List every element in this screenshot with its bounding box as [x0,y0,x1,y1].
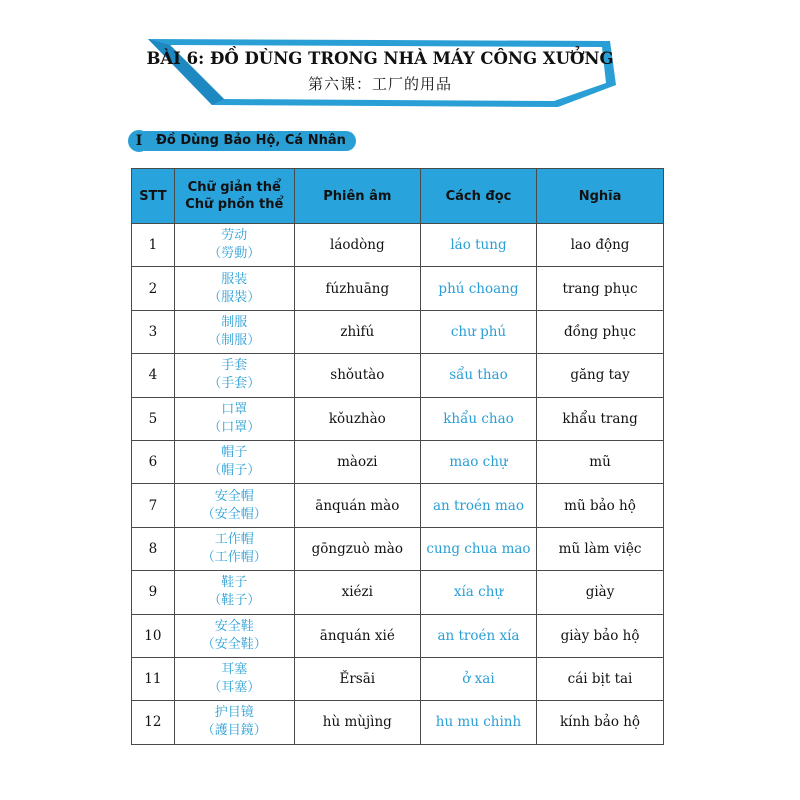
cell-pronunciation: an troén xía [420,614,536,657]
cell-pinyin: ānquán xié [294,614,420,657]
cell-pronunciation: mao chự [420,440,536,483]
simplified-text: 耳塞 [221,662,248,678]
cell-meaning: lao động [537,224,664,267]
cell-pinyin: màozi [294,440,420,483]
cell-stt: 11 [132,657,175,700]
section-heading [128,130,356,152]
header-stt: STT [132,169,175,224]
header-meaning: Nghĩa [537,169,664,224]
header-characters [174,169,294,224]
table-row [132,354,664,397]
simplified-text: 安全帽 [214,488,254,504]
cell-characters [174,354,294,397]
header-traditional: Chữ phồn thể [185,197,284,212]
cell-pinyin: Ěrsāi [294,657,420,700]
cell-pronunciation: láo tung [420,224,536,267]
cell-pronunciation: sẩu thao [420,354,536,397]
table-row [132,484,664,527]
table-row [132,614,664,657]
table-row [132,440,664,483]
traditional-text: （鞋子） [208,593,261,609]
cell-meaning: giày [537,571,664,614]
cell-stt: 2 [132,267,175,310]
vocabulary-table [131,168,664,745]
table-row [132,657,664,700]
cell-meaning: đồng phục [537,310,664,353]
cell-pronunciation: cung chua mao [420,527,536,570]
table-row [132,310,664,353]
cell-pinyin: xiézi [294,571,420,614]
table-row [132,701,664,744]
cell-stt: 8 [132,527,175,570]
traditional-text: （帽子） [208,463,261,479]
traditional-text: （手套） [208,376,261,392]
cell-pinyin: zhìfú [294,310,420,353]
cell-meaning: mũ làm việc [537,527,664,570]
cell-stt: 9 [132,571,175,614]
traditional-text: （口罩） [208,419,261,435]
cell-characters [174,224,294,267]
simplified-text: 安全鞋 [214,618,254,634]
simplified-text: 手套 [221,358,248,374]
cell-stt: 1 [132,224,175,267]
simplified-text: 口罩 [221,401,248,417]
cell-pronunciation: xía chự [420,571,536,614]
cell-characters [174,440,294,483]
traditional-text: （工作帽） [201,549,267,565]
cell-characters [174,614,294,657]
cell-stt: 7 [132,484,175,527]
cell-pronunciation: an troén mao [420,484,536,527]
table-row [132,527,664,570]
cell-pinyin: ānquán mào [294,484,420,527]
header-pinyin: Phiên âm [294,169,420,224]
cell-characters [174,701,294,744]
simplified-text: 劳动 [221,228,248,244]
cell-characters [174,397,294,440]
cell-pronunciation: khẩu chao [420,397,536,440]
cell-meaning: mũ bảo hộ [537,484,664,527]
cell-stt: 6 [132,440,175,483]
cell-stt: 3 [132,310,175,353]
simplified-text: 服装 [221,271,248,287]
cell-pinyin: kǒuzhào [294,397,420,440]
simplified-text: 工作帽 [214,531,254,547]
cell-pinyin: láodòng [294,224,420,267]
cell-meaning: kính bảo hộ [537,701,664,744]
cell-pronunciation: chư phú [420,310,536,353]
cell-characters [174,571,294,614]
lesson-subtitle: 第六课：工厂的用品 [307,75,452,93]
simplified-text: 护目镜 [214,705,254,721]
cell-meaning: cái bịt tai [537,657,664,700]
cell-meaning: mũ [537,440,664,483]
table-row [132,571,664,614]
cell-pronunciation: ở xai [420,657,536,700]
traditional-text: （護目鏡） [201,723,267,739]
cell-characters [174,527,294,570]
lesson-title: BÀI 6: ĐỒ DÙNG TRONG NHÀ MÁY CÔNG XƯỞNG [146,49,614,68]
table-row [132,267,664,310]
cell-pinyin: hù mùjìng [294,701,420,744]
traditional-text: （安全鞋） [201,636,267,652]
cell-meaning: khẩu trang [537,397,664,440]
lesson-banner [140,35,620,110]
cell-pronunciation: hu mu chinh [420,701,536,744]
traditional-text: （安全帽） [201,506,267,522]
simplified-text: 帽子 [221,445,248,461]
section-label: Đồ Dùng Bảo Hộ, Cá Nhân [144,131,356,151]
section-number-badge: I [128,130,150,152]
table-row [132,397,664,440]
cell-pronunciation: phú choang [420,267,536,310]
simplified-text: 制服 [221,314,248,330]
traditional-text: （耳塞） [208,680,261,696]
header-simplified: Chữ giản thể [187,180,281,195]
cell-characters [174,484,294,527]
cell-stt: 4 [132,354,175,397]
traditional-text: （制服） [208,332,261,348]
cell-stt: 5 [132,397,175,440]
traditional-text: （服裝） [208,289,261,305]
cell-meaning: giày bảo hộ [537,614,664,657]
cell-characters [174,267,294,310]
table-row [132,224,664,267]
cell-pinyin: fúzhuāng [294,267,420,310]
traditional-text: （勞動） [208,246,261,262]
table-header-row [132,169,664,224]
simplified-text: 鞋子 [221,575,248,591]
cell-meaning: găng tay [537,354,664,397]
cell-stt: 10 [132,614,175,657]
cell-pinyin: gōngzuò mào [294,527,420,570]
cell-pinyin: shǒutào [294,354,420,397]
header-pronunciation: Cách đọc [420,169,536,224]
cell-characters [174,310,294,353]
cell-meaning: trang phục [537,267,664,310]
cell-stt: 12 [132,701,175,744]
cell-characters [174,657,294,700]
